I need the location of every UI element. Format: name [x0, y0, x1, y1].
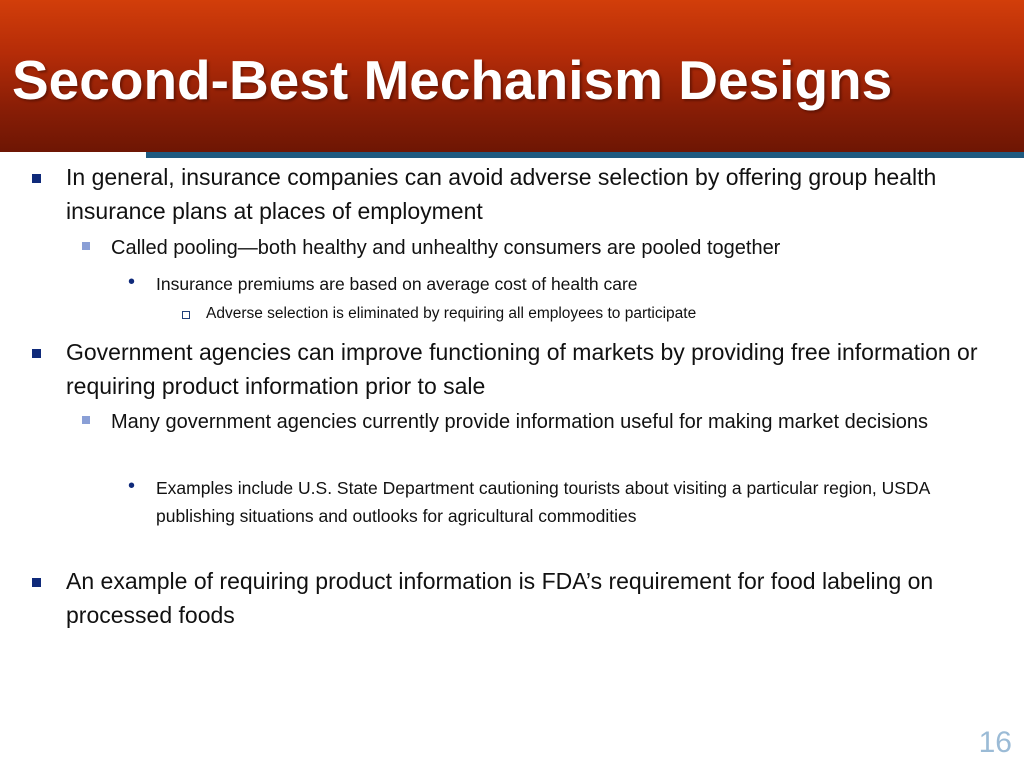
dot-bullet-icon: •	[128, 475, 136, 497]
bullet-text: Government agencies can improve functioning of markets by providing free information or requiring product information prior to sale	[66, 339, 978, 399]
title-banner	[0, 0, 1024, 152]
square-bullet-icon	[82, 416, 90, 424]
bullet-text: Many government agencies currently provide information useful for making market decisions	[111, 411, 929, 433]
bullet-text: Insurance premiums are based on average cost of health care	[156, 274, 638, 294]
square-bullet-icon	[32, 349, 41, 358]
page-number: 16	[978, 726, 1012, 759]
bullet-text: Called pooling—both healthy and unhealthy consumers are pooled together	[111, 237, 781, 259]
slide-title: Second-Best Mechanism Designs	[12, 49, 893, 111]
dot-bullet-icon: •	[128, 271, 136, 293]
bullet-text: An example of requiring product information is FDA’s requirement for food labeling on processed foods	[66, 568, 934, 628]
bullet-text: Adverse selection is eliminated by requiring all employees to participate	[206, 305, 697, 322]
title-divider	[146, 152, 1024, 158]
square-bullet-icon	[32, 174, 41, 183]
bullet-text: In general, insurance companies can avoid adverse selection by offering group health insurance plans at places of employment	[66, 164, 937, 224]
square-bullet-icon	[32, 578, 41, 587]
square-bullet-icon	[82, 242, 90, 250]
hollow-square-bullet-icon	[182, 311, 190, 319]
bullet-text: Examples include U.S. State Department cautioning tourists about visiting a particular region, USDA publishing situations and outlooks for agricultural commodities	[156, 478, 930, 526]
